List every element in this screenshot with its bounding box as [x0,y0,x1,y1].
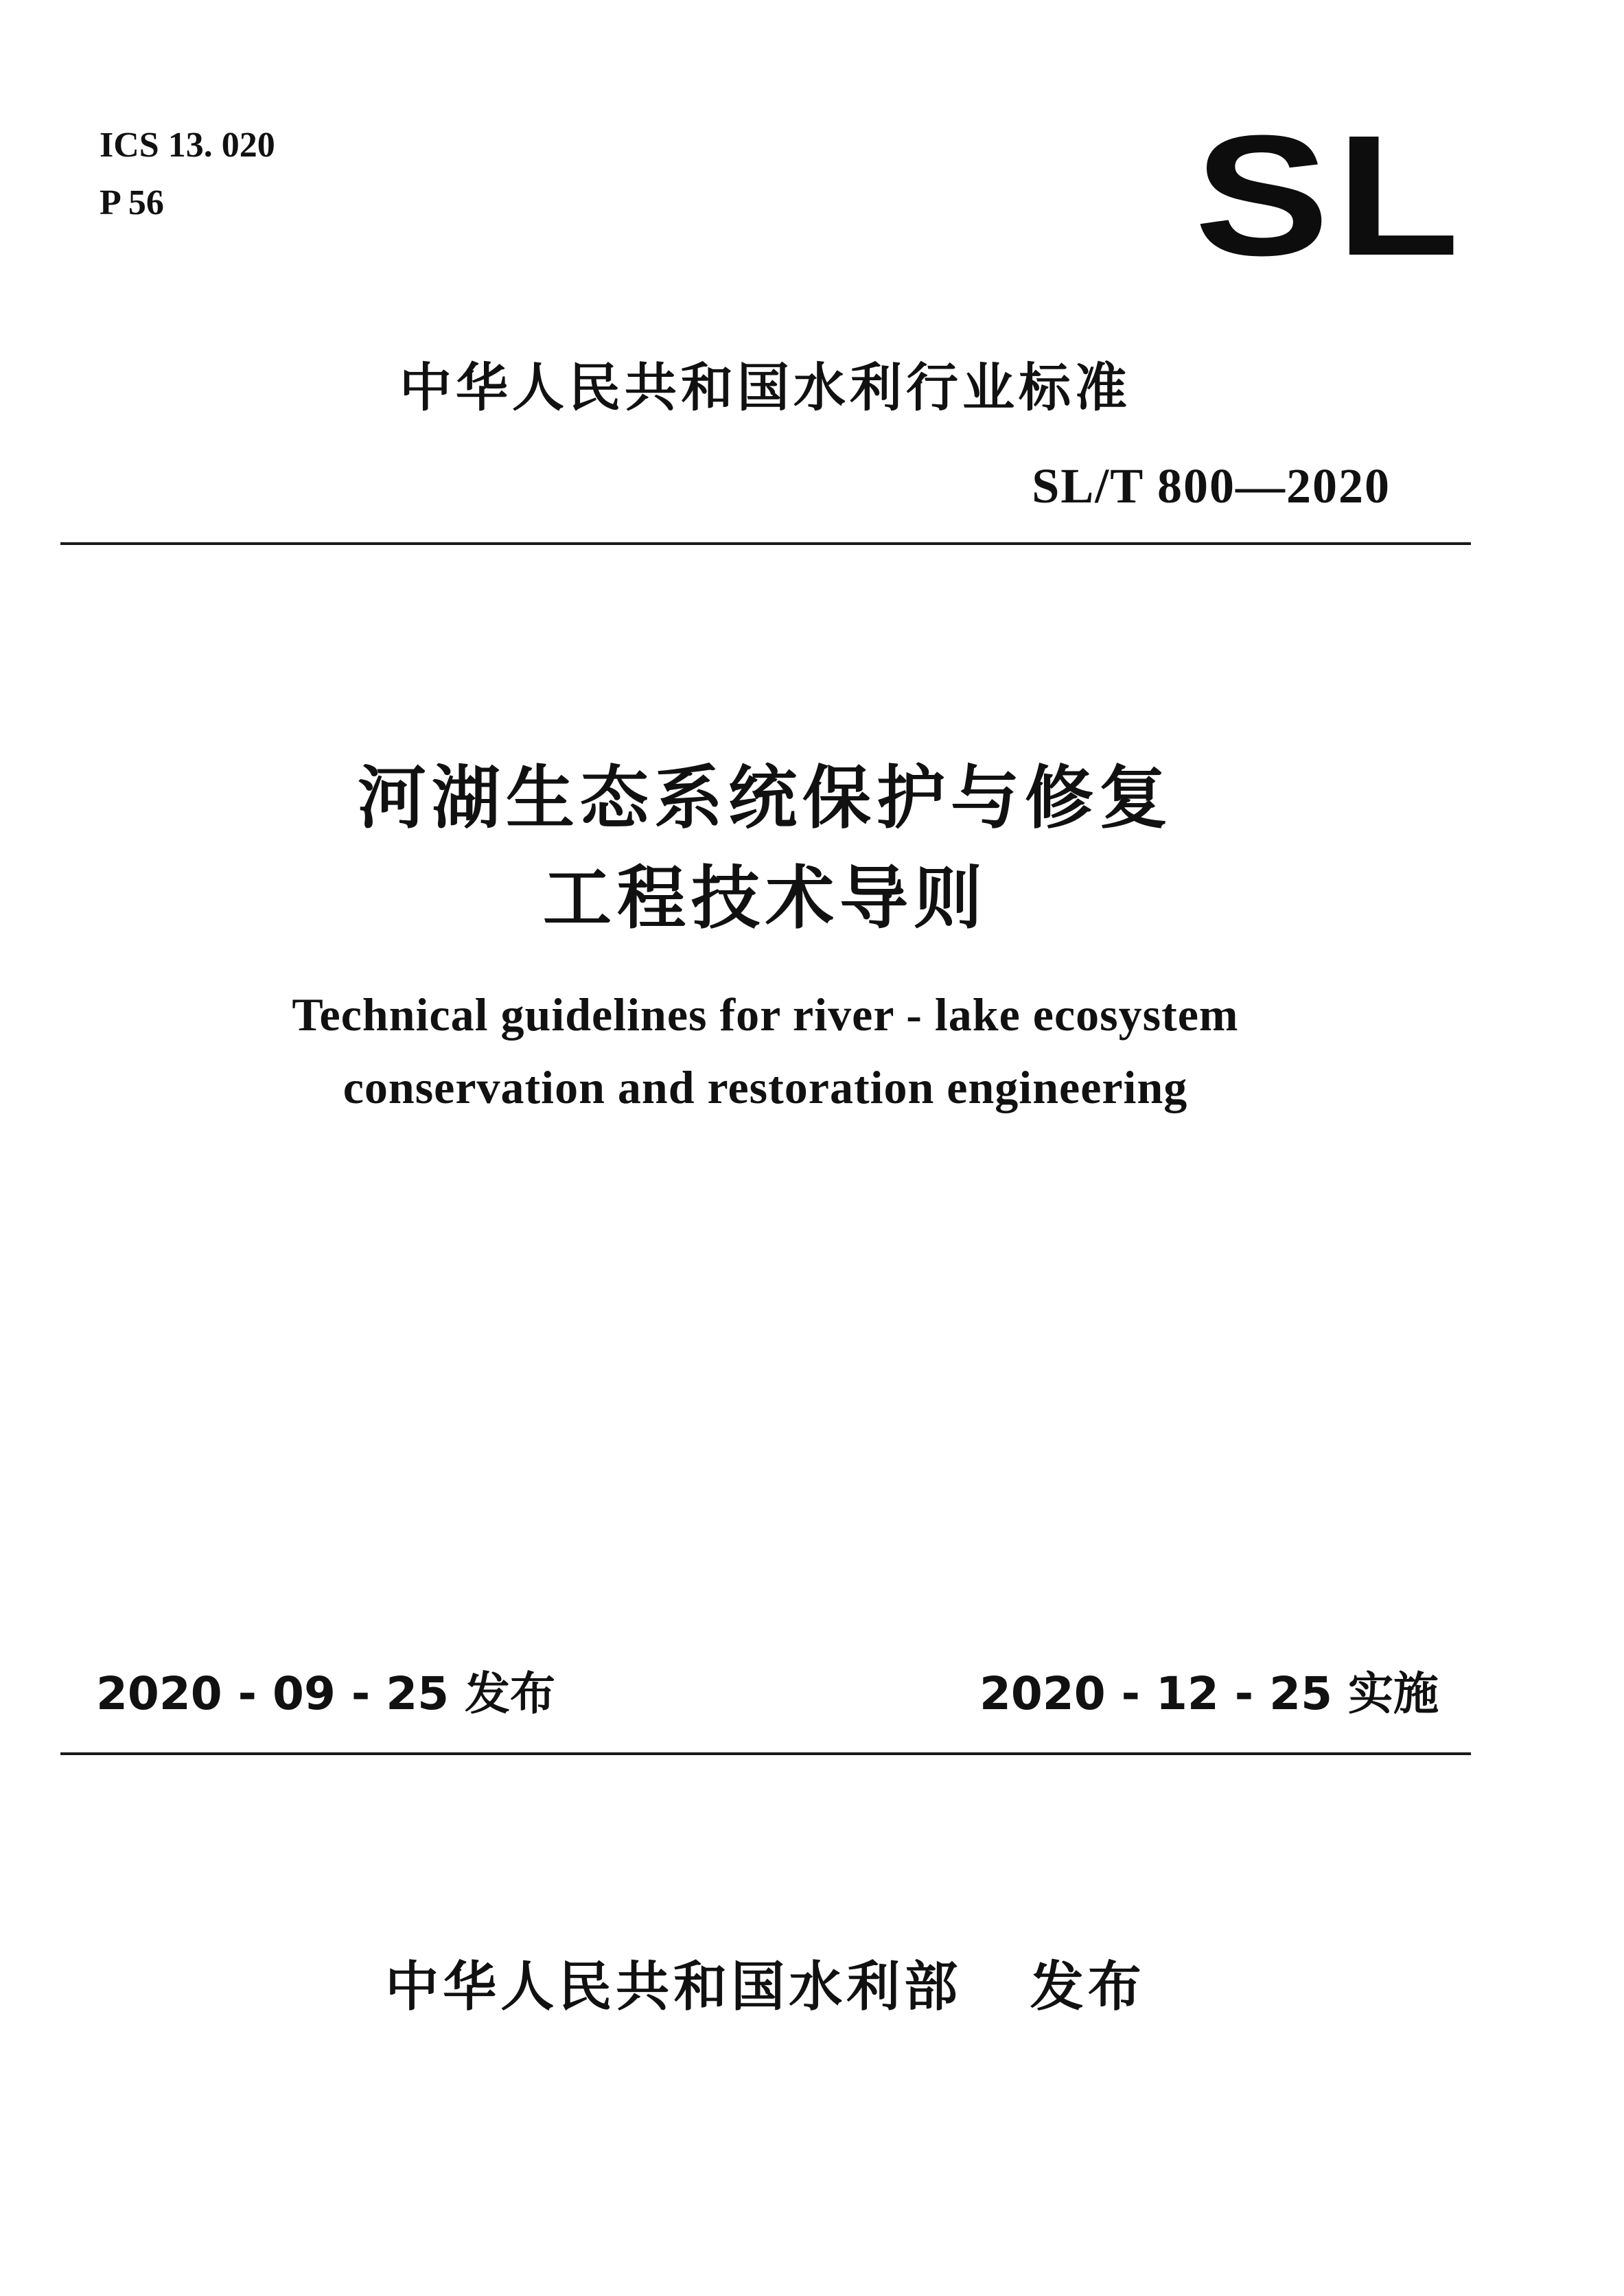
standard-number: SL/T 800—2020 [1032,459,1391,513]
chinese-title-line-2: 工程技术导则 [543,858,988,938]
english-title-line-2: conservation and restoration engineering [343,1061,1188,1113]
english-title-line-1: Technical guidelines for river - lake ecosystem [292,988,1239,1041]
chinese-title [0,748,1531,949]
ics-code: ICS 13. 020 [100,126,275,165]
implementation-date: 2020 - 12 - 25 实施 [979,1667,1439,1720]
top-divider [60,542,1471,545]
classification-codes [100,117,275,232]
publisher-line: 中华人民共和国水利部 发布 [385,1956,1146,2018]
ccs-code: P 56 [100,183,164,222]
bottom-divider [60,1752,1471,1755]
chinese-title-line-1: 河湖生态系统保护与修复 [358,758,1173,838]
english-title [0,978,1531,1124]
sl-logo: SL [1194,100,1466,291]
issue-date: 2020 - 09 - 25 发布 [96,1667,556,1720]
industry-standard-heading: 中华人民共和国水利行业标准 [399,357,1131,418]
